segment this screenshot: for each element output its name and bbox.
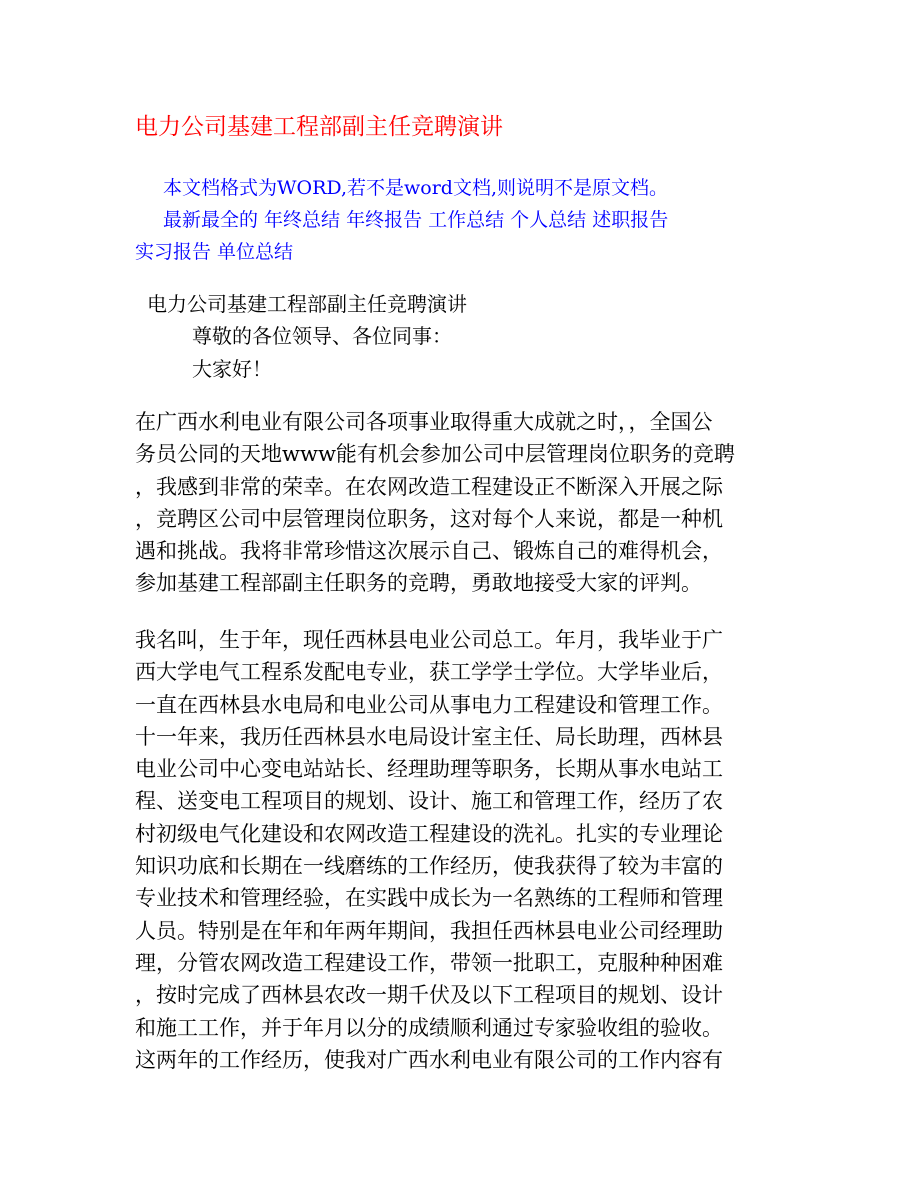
text-line: 理，分管农网改造工程建设工作，带领一批职工，克服种种困难 — [135, 950, 723, 975]
greeting-line: 大家好！ — [192, 357, 272, 381]
text-line: 专业技术和管理经验，在实践中成长为一名熟练的工程师和管理 — [135, 886, 723, 911]
text-line: 和施工工作，并于年月以分的成绩顺利通过专家验收组的验收。 — [135, 1015, 723, 1040]
intro-line: 实习报告 单位总结 — [135, 241, 294, 263]
greeting-line: 尊敬的各位领导、各位同事： — [192, 324, 452, 348]
document-title: 电力公司基建工程部副主任竞聘演讲 — [135, 114, 503, 140]
text-line: 电业公司中心变电站站长、经理助理等职务，长期从事水电站工 — [135, 757, 723, 782]
text-line: 知识功底和长期在一线磨练的工作经历，使我获得了较为丰富的 — [135, 854, 723, 879]
text-line: 务员公同的天地www能有机会参加公司中层管理岗位职务的竞聘 — [135, 442, 735, 467]
greeting — [192, 320, 452, 386]
intro-line: 本文档格式为WORD,若不是word文档,则说明不是原文档。 — [163, 177, 668, 199]
intro-line: 最新最全的 年终总结 年终报告 工作总结 个人总结 述职报告 — [163, 209, 669, 231]
paragraph-2 — [135, 624, 785, 1076]
text-line: 程、送变电工程项目的规划、设计、施工和管理工作，经历了农 — [135, 789, 723, 814]
text-line: 十一年来，我历任西林县水电局设计室主任、局长助理，西林县 — [135, 724, 723, 749]
text-line: 人员。特别是在年和年两年期间，我担任西林县电业公司经理助 — [135, 918, 723, 943]
text-line: 这两年的工作经历，使我对广西水利电业有限公司的工作内容有 — [135, 1047, 723, 1072]
text-line: ，竞聘区公司中层管理岗位职务，这对每个人来说，都是一种机 — [135, 506, 723, 531]
intro-notice — [135, 172, 785, 268]
text-line: 参加基建工程部副主任职务的竞聘，勇敢地接受大家的评判。 — [135, 571, 702, 596]
text-line: ，按时完成了西林县农改一期千伏及以下工程项目的规划、设计 — [135, 983, 723, 1008]
text-line: 遇和挑战。我将非常珍惜这次展示自己、锻炼自己的难得机会， — [135, 539, 723, 564]
text-line: ，我感到非常的荣幸。在农网改造工程建设正不断深入开展之际 — [135, 474, 723, 499]
text-line: 一直在西林县水电局和电业公司从事电力工程建设和管理工作。 — [135, 692, 723, 717]
text-line: 村初级电气化建设和农网改造工程建设的洗礼。扎实的专业理论 — [135, 821, 723, 846]
speech-title: 电力公司基建工程部副主任竞聘演讲 — [147, 292, 467, 316]
paragraph-1 — [135, 406, 785, 600]
text-line: 在广西水利电业有限公司各项事业取得重大成就之时，，全国公 — [135, 410, 713, 434]
text-line: 西大学电气工程系发配电专业，获工学学士学位。大学毕业后， — [135, 660, 723, 685]
text-line: 我名叫，生于年，现任西林县电业公司总工。年月，我毕业于广 — [135, 628, 723, 652]
